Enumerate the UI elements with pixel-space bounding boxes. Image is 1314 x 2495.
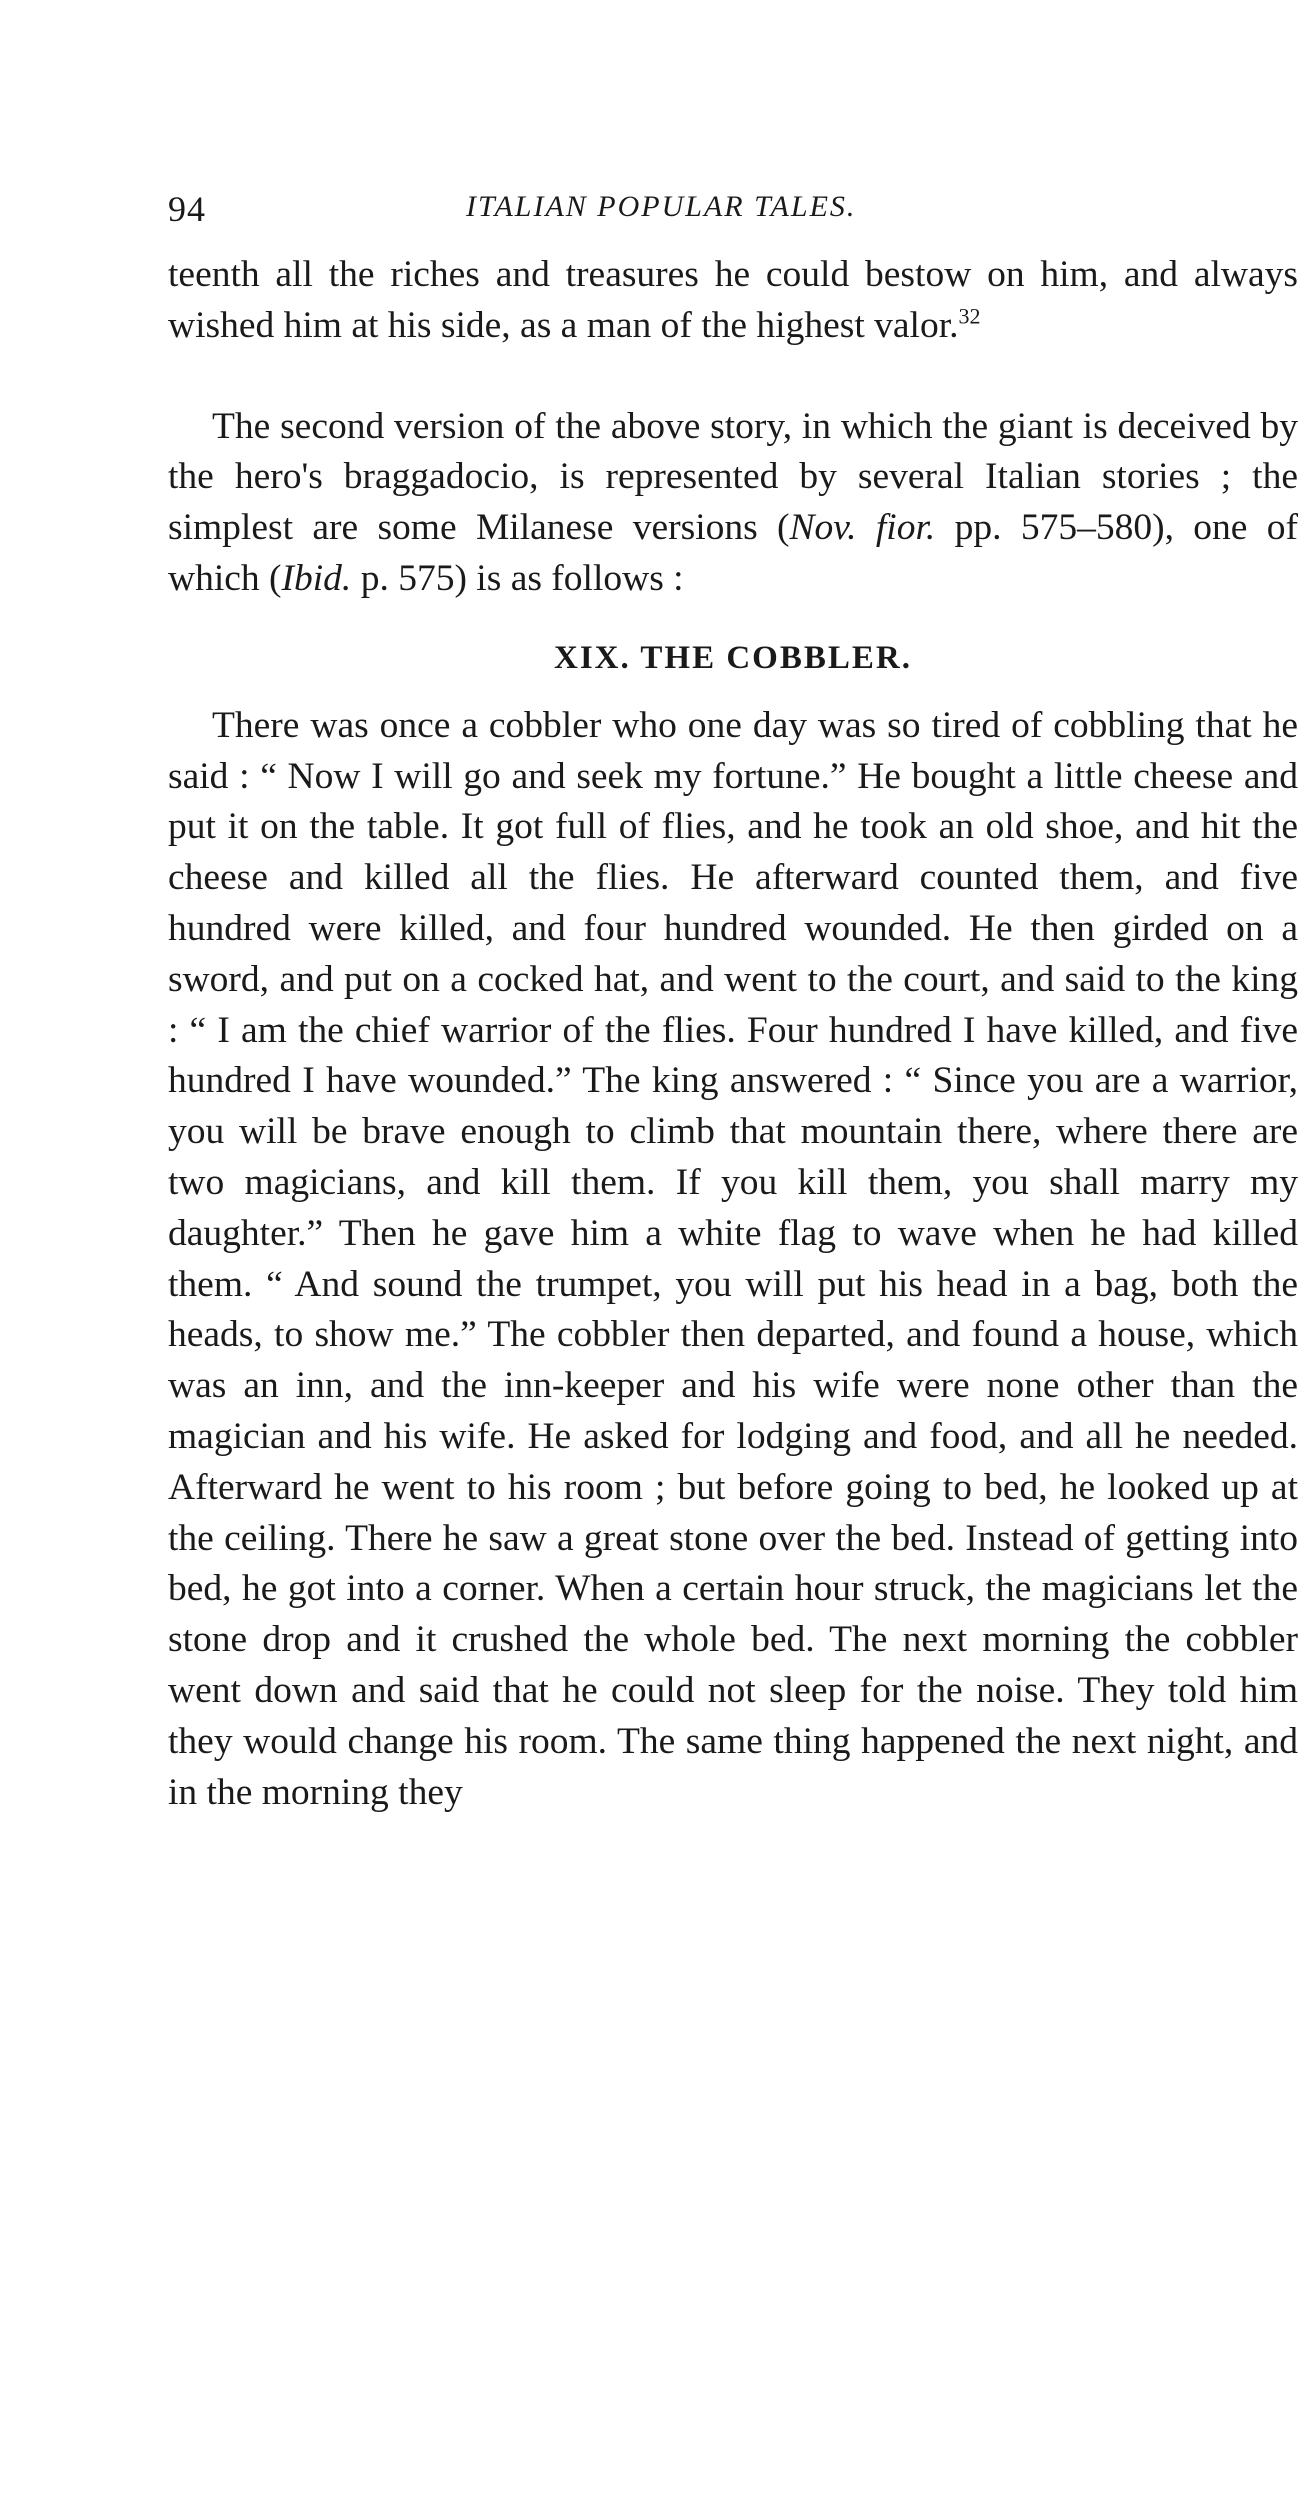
paragraph-continuation bbox=[168, 250, 1298, 352]
citation-italic-ibid: Ibid. bbox=[281, 557, 352, 599]
citation-italic: Nov. fior. bbox=[789, 507, 936, 549]
footnote-marker: 32 bbox=[958, 303, 981, 329]
paragraph-text-pre: The second version of the above story, in which the giant is deceived by the hero's braggadocio, is represented by several Italian stories ; the simplest are some Milanese versions ( bbox=[168, 405, 1298, 549]
story-paragraph: There was once a cobbler who one day was so tired of cobbling that he said : “ Now I will go and seek my fortune.” He bought a little cheese and put it on the table. It got full of flies, and he took an old shoe, and hit the cheese and killed all the flies. He afterward counted them, and five hundred were killed, and four hundred wounded. He then girded on a sword, and put on a cocked hat, and went to the court, and said to the king : “ I am the chief warrior of the flies. Four hundred I have killed, and five hundred I have wounded.” The king answered : “ Since you are a warrior, you will be brave enough to climb that mountain there, where there are two magicians, and kill them. If you kill them, you shall marry my daughter.” Then he gave him a white flag to wave when he had killed them. “ And sound the trumpet, you will put his head in a bag, both the heads, to show me.” The cobbler then departed, and found a house, which was an inn, and the inn-keeper and his wife were none other than the magician and his wife. He asked for lodging and food, and all he needed. Afterward he went to his room ; but before going to bed, he looked up at the ceiling. There he saw a great stone over the bed. Instead of getting into bed, he got into a corner. When a certain hour struck, the magicians let the stone drop and it crushed the whole bed. The next morning the cobbler went down and said that he could not sleep for the noise. They told him they would change his room. The same thing happened the next night, and in the morning they bbox=[168, 704, 1298, 1813]
section-heading: XIX. THE COBBLER. bbox=[554, 639, 912, 676]
page-number: 94 bbox=[168, 189, 206, 229]
running-title: ITALIAN POPULAR TALES. bbox=[466, 190, 857, 223]
paragraph-text-post: p. 575) is as follows : bbox=[351, 557, 684, 599]
paragraph-text-mid: pp. 575–580), one of which ( bbox=[168, 507, 1298, 599]
book-page bbox=[168, 180, 1298, 1818]
paragraph-text: teenth all the riches and treasures he could bestow on him, and always wished him at his side, as a man of the highest valor. bbox=[168, 254, 1298, 346]
heading-gap-bottom bbox=[168, 683, 1298, 701]
heading-gap-top bbox=[168, 605, 1298, 633]
paragraph-gap bbox=[168, 352, 1298, 402]
running-header bbox=[168, 180, 1298, 250]
paragraph-intro bbox=[168, 402, 1298, 605]
